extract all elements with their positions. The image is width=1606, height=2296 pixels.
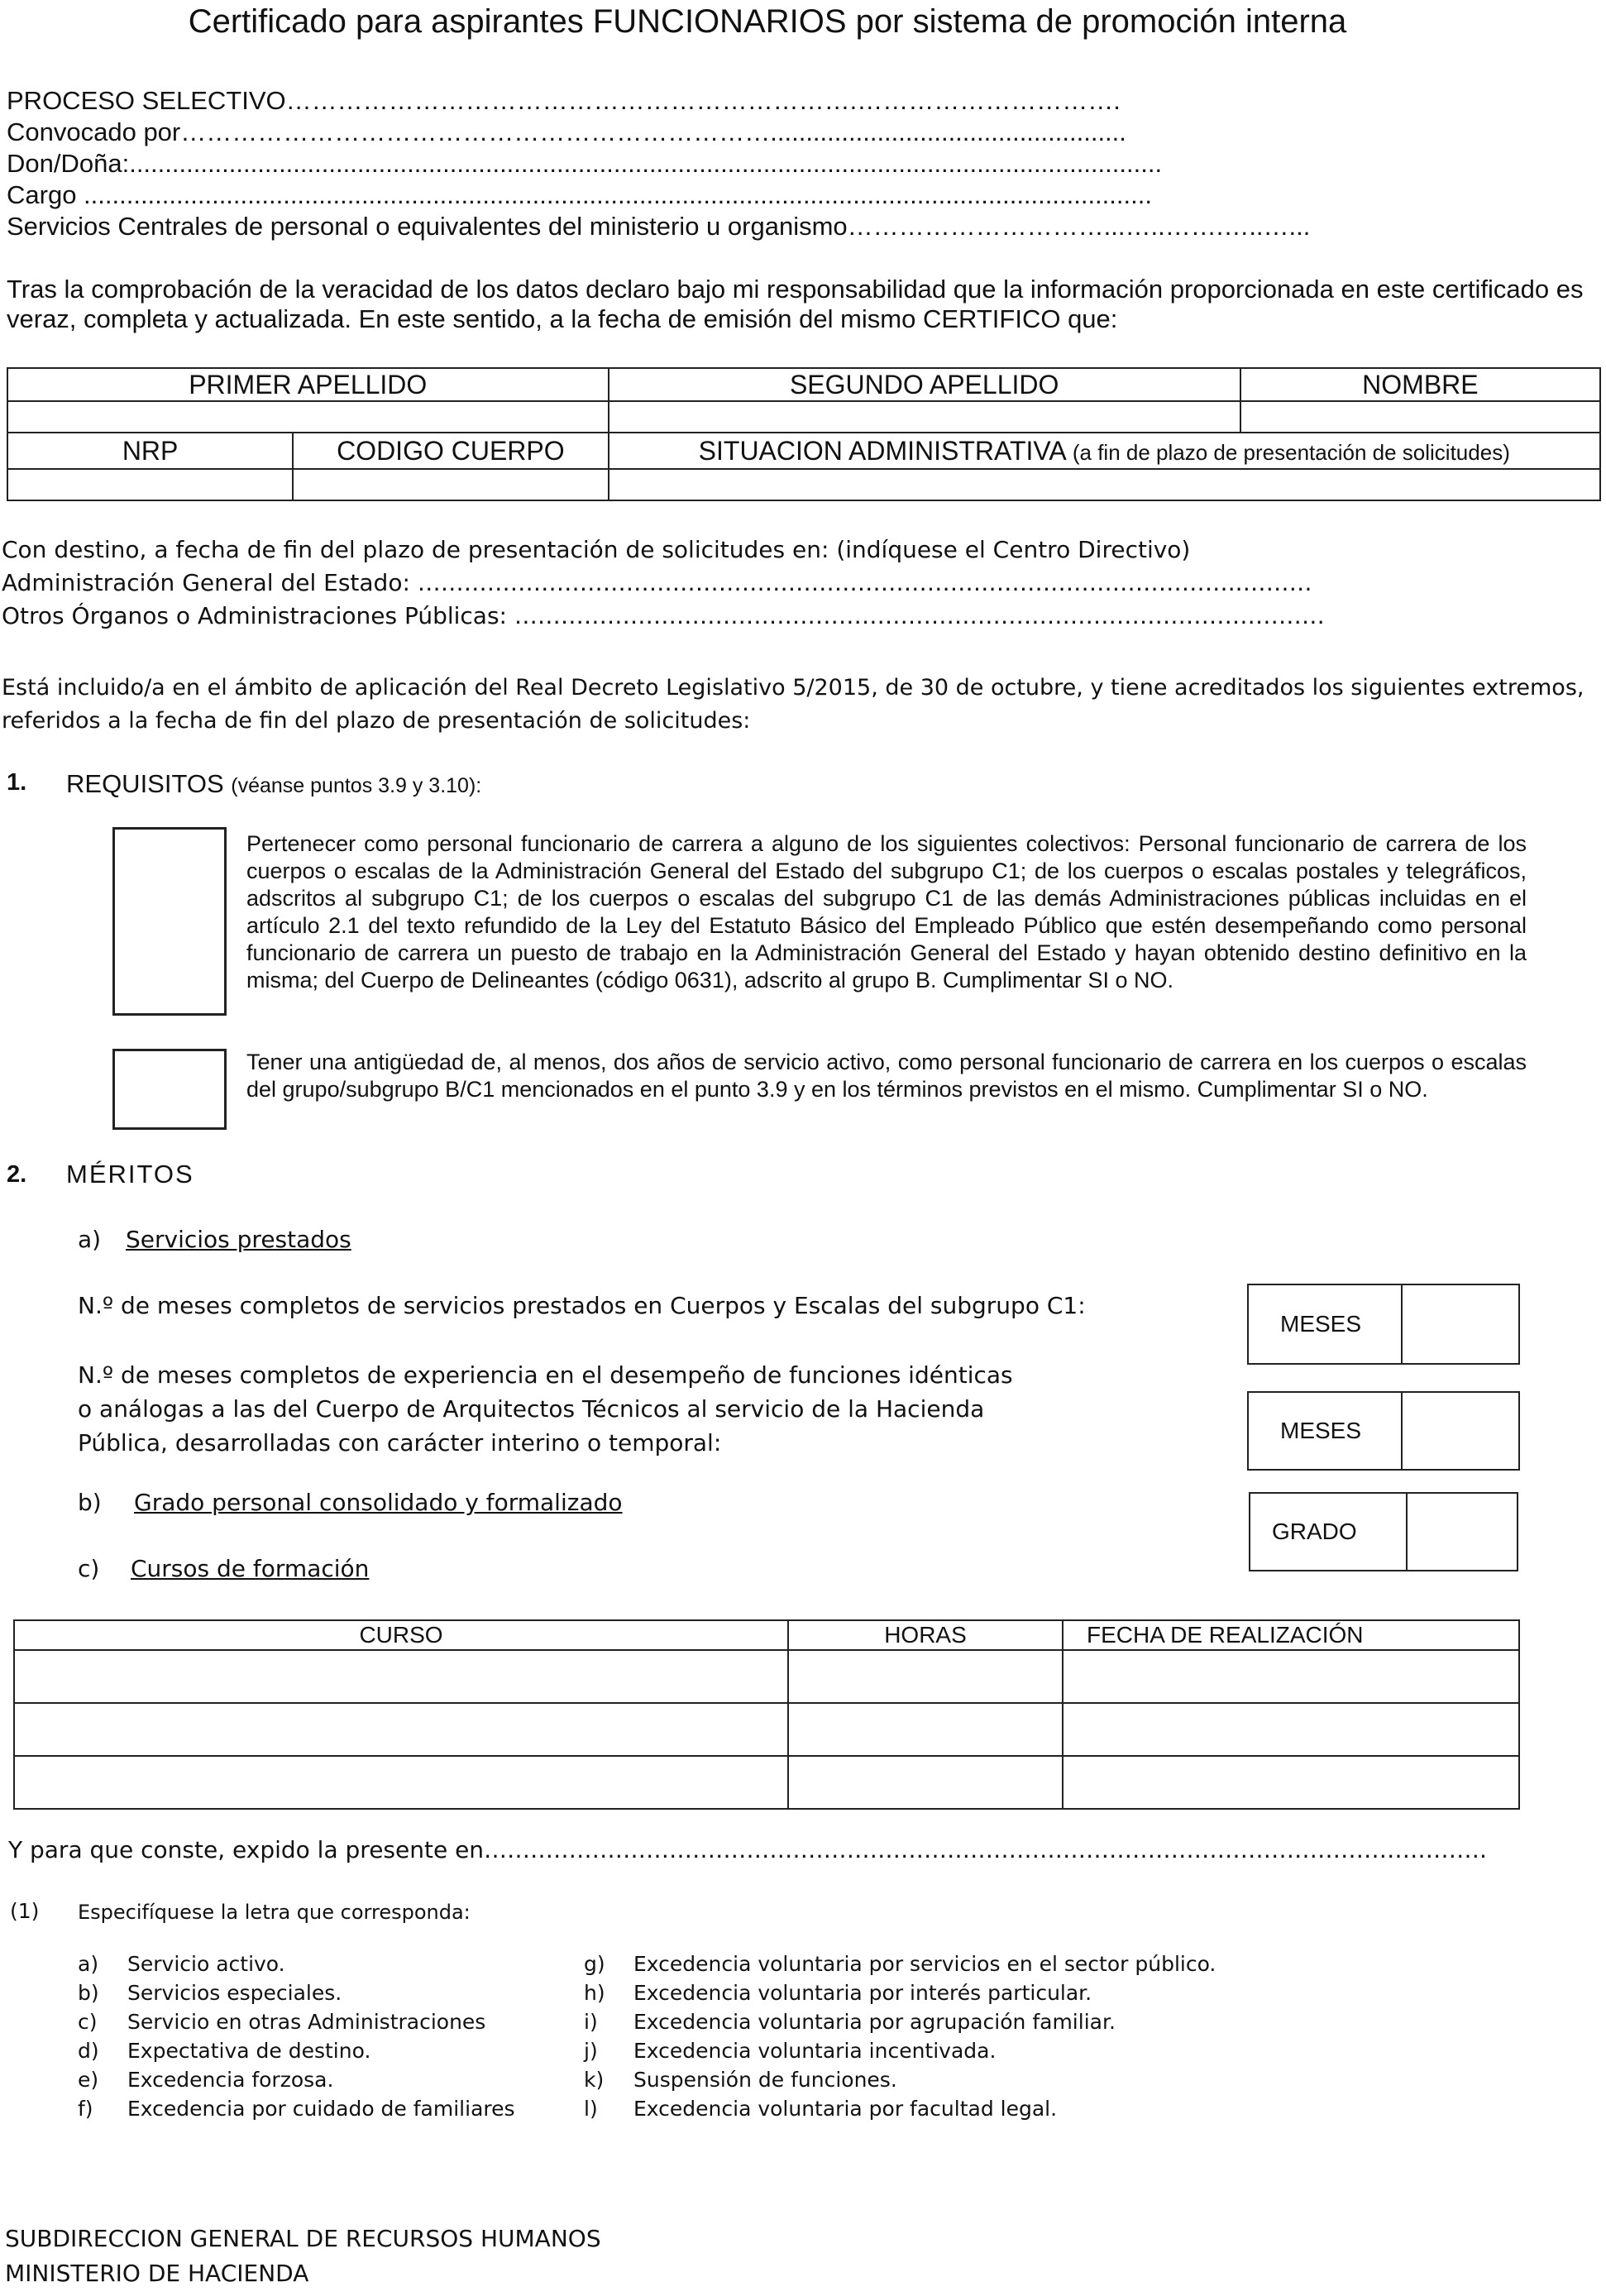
- item-text: Excedencia voluntaria por facultad legal.: [633, 2097, 1058, 2121]
- footnote-mark: (1): [10, 1899, 40, 1923]
- item-text: Excedencia voluntaria por interés particular.: [633, 1981, 1092, 2005]
- curso-cell[interactable]: [14, 1703, 788, 1756]
- item-letter: l): [584, 2097, 598, 2121]
- item-letter: k): [584, 2068, 605, 2092]
- horas-cell[interactable]: [788, 1650, 1063, 1703]
- item-letter: a): [78, 1952, 99, 1976]
- item-letter: j): [584, 2039, 598, 2063]
- cursos-table: [13, 1619, 1520, 1810]
- input-primer-apellido[interactable]: [7, 401, 609, 433]
- situacion-item: [78, 2097, 515, 2121]
- cursos-formacion-label: Cursos de formación: [131, 1555, 370, 1582]
- requisito-2-checkbox[interactable]: [112, 1049, 227, 1130]
- curso-cell[interactable]: [14, 1756, 788, 1809]
- situacion-item: [584, 2097, 1057, 2121]
- grado-label: GRADO: [1250, 1494, 1408, 1570]
- horas-cell[interactable]: [788, 1703, 1063, 1756]
- footer-ministerio: MINISTERIO DE HACIENDA: [5, 2260, 309, 2287]
- meses-experiencia-label: MESES: [1249, 1393, 1403, 1469]
- merito-b-letter: b): [78, 1489, 102, 1516]
- meses-servicios-box: [1247, 1284, 1520, 1365]
- item-text: Expectativa de destino.: [127, 2039, 371, 2063]
- situacion-item: [584, 2068, 897, 2092]
- cargo-line: Cargo ......................................................................................................................................................: [7, 180, 1152, 209]
- don-dona-line: Don/Doña:.................................................................................................................................................: [7, 149, 1163, 178]
- header-horas: HORAS: [788, 1620, 1063, 1650]
- input-nrp[interactable]: [7, 469, 293, 500]
- item-letter: e): [78, 2068, 99, 2092]
- horas-cell[interactable]: [788, 1756, 1063, 1809]
- fecha-cell[interactable]: [1063, 1756, 1519, 1809]
- header-situacion-administrativa: [609, 433, 1600, 469]
- item-text: Servicio activo.: [127, 1952, 285, 1976]
- header-primer-apellido: PRIMER APELLIDO: [7, 368, 609, 401]
- item-text: Excedencia voluntaria incentivada.: [633, 2039, 997, 2063]
- declaration-text: Tras la comprobación de la veracidad de los datos declaro bajo mi responsabilidad que la información proporcionada en este certificado es veraz, completa y actualizada. En este sentido, a la fecha de emisión del mismo CERTIFICO que:: [7, 275, 1584, 333]
- requisito-1-checkbox[interactable]: [112, 827, 227, 1016]
- item-letter: f): [78, 2097, 93, 2121]
- item-text: Servicios especiales.: [127, 1981, 342, 2005]
- header-fecha-realizacion: FECHA DE REALIZACIÓN: [1063, 1620, 1519, 1650]
- item-text: Suspensión de funciones.: [633, 2068, 897, 2092]
- item-letter: g): [584, 1952, 605, 1976]
- requisito-1-text: Pertenecer como personal funcionario de carrera a alguno de los siguientes colectivos: Personal funcionario de carrera de los cuerpos o escalas de la Administración General del Estado del subgrupo C1; de los cuerpos o escalas postales y telegráficos, adscritos al subgrupo C1; de los cuerpos o escalas del subgrupo C1 de las demás Administraciones públicas incluidas en el artículo 2.1 del texto refundido de la Ley del Estatuto Básico del Empleado Público que estén desempeñando como personal funcionario de carrera un puesto de trabajo en la Administración General del Estado y hayan obtenido destino definitivo en la misma; del Cuerpo de Delineantes (código 0631), adscrito al grupo B. Cumplimentar SI o NO.: [246, 831, 1527, 993]
- meses-servicios-text: N.º de meses completos de servicios prestados en Cuerpos y Escalas del subgrupo C1:: [78, 1292, 1086, 1319]
- merito-a-letter: a): [78, 1226, 102, 1253]
- header-codigo-cuerpo: CODIGO CUERPO: [293, 433, 608, 469]
- header-segundo-apellido: SEGUNDO APELLIDO: [609, 368, 1240, 401]
- meritos-heading: MÉRITOS: [66, 1160, 194, 1189]
- requisitos-number: 1.: [7, 769, 27, 796]
- input-segundo-apellido[interactable]: [609, 401, 1240, 433]
- situacion-item: [78, 1981, 342, 2005]
- requisitos-heading: [66, 769, 481, 799]
- footnote-text: Especifíquese la letra que corresponda:: [78, 1901, 471, 1924]
- item-letter: i): [584, 2010, 598, 2034]
- situacion-item: [78, 2039, 370, 2063]
- situacion-item: [584, 2010, 1116, 2034]
- fecha-cell[interactable]: [1063, 1703, 1519, 1756]
- header-curso: CURSO: [14, 1620, 788, 1650]
- convocado-por-line: Convocado por……………………………………………………………..................................................: [7, 117, 1126, 146]
- meses-servicios-input[interactable]: [1403, 1285, 1518, 1363]
- item-text: Excedencia voluntaria por agrupación familiar.: [633, 2010, 1116, 2034]
- requisitos-note: (véanse puntos 3.9 y 3.10):: [231, 774, 482, 797]
- situacion-item: [584, 2039, 996, 2063]
- input-situacion-administrativa[interactable]: [609, 469, 1600, 500]
- meritos-number: 2.: [7, 1161, 27, 1188]
- situacion-item: [78, 2068, 333, 2092]
- situacion-item: [78, 2010, 485, 2034]
- grado-input[interactable]: [1408, 1494, 1517, 1570]
- closing-line: Y para que conste, expido la presente en………………………………………………………………………………………………………………….: [8, 1836, 1487, 1863]
- situacion-note: (a fin de plazo de presentación de solicitudes): [1072, 439, 1510, 465]
- situacion-item: [584, 1981, 1092, 2005]
- item-text: Excedencia por cuidado de familiares: [127, 2097, 515, 2121]
- requisitos-title: REQUISITOS: [66, 769, 224, 798]
- meses-servicios-label: MESES: [1249, 1285, 1403, 1363]
- item-text: Servicio en otras Administraciones: [127, 2010, 486, 2034]
- identification-table: [7, 367, 1601, 501]
- item-text: Excedencia forzosa.: [127, 2068, 334, 2092]
- servicios-centrales-line: Servicios Centrales de personal o equivalentes del ministerio u organismo…………………………...…..…….…..…...: [7, 212, 1311, 241]
- situacion-label: SITUACION ADMINISTRATIVA: [698, 435, 1065, 466]
- item-letter: b): [78, 1981, 99, 2005]
- meses-experiencia-input[interactable]: [1403, 1393, 1518, 1469]
- situacion-item: [584, 1952, 1216, 1976]
- proceso-selectivo-line: PROCESO SELECTIVO………………………………………………………….………………………….: [7, 86, 1121, 115]
- grado-box: [1249, 1492, 1518, 1571]
- meses-experiencia-box: [1247, 1391, 1520, 1471]
- otros-organos-line: Otros Órganos o Administraciones Públicas: ……………………………………………………………………………………………: [2, 602, 1325, 629]
- item-text: Excedencia voluntaria por servicios en el sector público.: [633, 1952, 1216, 1976]
- ambito-text: Está incluido/a en el ámbito de aplicación del Real Decreto Legislativo 5/2015, de 30 de octubre, y tiene acreditados los siguientes extremos, referidos a la fecha de fin del plazo de presentación de solicitudes:: [2, 675, 1584, 734]
- requisito-2-text: Tener una antigüedad de, al menos, dos años de servicio activo, como personal funcionario de carrera en los cuerpos o escalas del grupo/subgrupo B/C1 mencionados en el punto 3.9 y en los términos previstos en el mismo. Cumplimentar SI o NO.: [246, 1050, 1527, 1102]
- page-title: Certificado para aspirantes FUNCIONARIOS por sistema de promoción interna: [188, 3, 1347, 40]
- destino-line: Con destino, a fecha de fin del plazo de presentación de solicitudes en: (indíquese el Centro Directivo): [2, 536, 1191, 563]
- input-codigo-cuerpo[interactable]: [293, 469, 608, 500]
- item-letter: d): [78, 2039, 99, 2063]
- header-nombre: NOMBRE: [1240, 368, 1600, 401]
- situacion-item: [78, 1952, 285, 1976]
- merito-c-letter: c): [78, 1555, 100, 1582]
- item-letter: c): [78, 2010, 98, 2034]
- curso-cell[interactable]: [14, 1650, 788, 1703]
- input-nombre[interactable]: [1240, 401, 1600, 433]
- fecha-cell[interactable]: [1063, 1650, 1519, 1703]
- age-line: Administración General del Estado: ……………………………………………………………………………………………..………: [2, 569, 1312, 596]
- footer-subdireccion: SUBDIRECCION GENERAL DE RECURSOS HUMANOS: [5, 2225, 601, 2252]
- header-nrp: NRP: [7, 433, 293, 469]
- servicios-prestados-label: Servicios prestados: [126, 1226, 351, 1253]
- item-letter: h): [584, 1981, 605, 2005]
- meses-experiencia-text: N.º de meses completos de experiencia en el desempeño de funciones idénticas o análogas a las del Cuerpo de Arquitectos Técnicos al servicio de la Hacienda Pública, desarrolladas con carácter interino o temporal:: [78, 1361, 1013, 1457]
- grado-personal-label: Grado personal consolidado y formalizado: [134, 1489, 623, 1516]
